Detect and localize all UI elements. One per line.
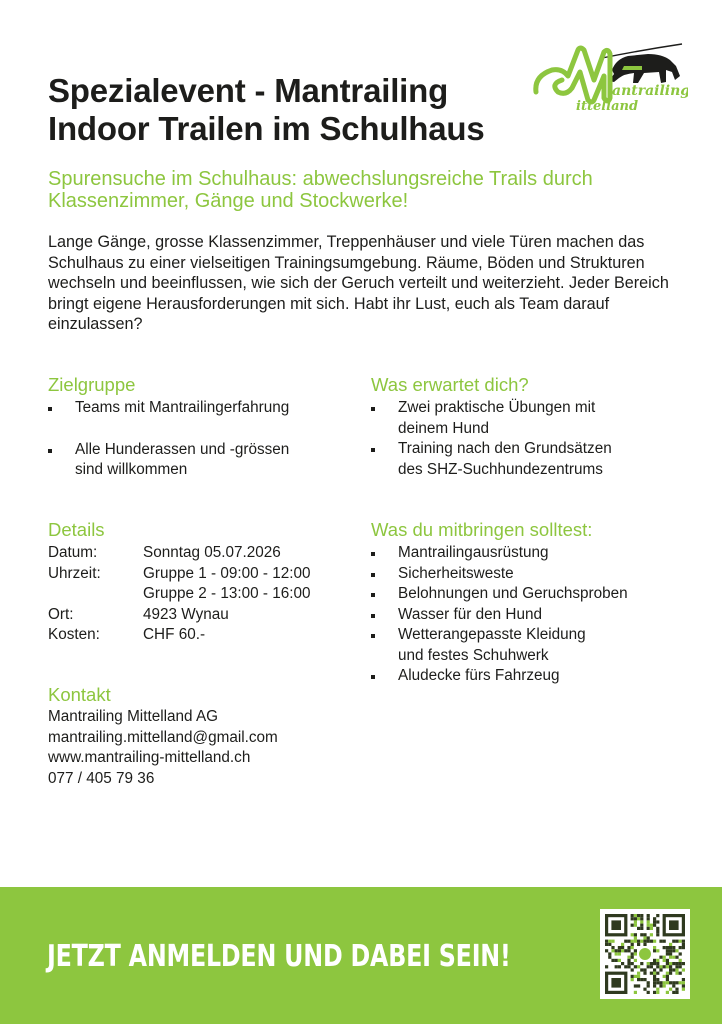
subtitle bbox=[48, 168, 678, 212]
details-row-kosten: Kosten: CHF 60.- bbox=[48, 626, 206, 643]
cta-banner bbox=[0, 887, 722, 1024]
section-heading-erwartet: Was erwartet dich? bbox=[371, 374, 529, 395]
list-item: Belohnungen und Geruchsproben bbox=[371, 584, 681, 605]
section-heading-kontakt: Kontakt bbox=[48, 684, 111, 705]
logo-word-top: antrailing bbox=[612, 83, 688, 99]
title-line-2: Indoor Trailen im Schulhaus bbox=[48, 110, 485, 147]
qr-code-icon[interactable] bbox=[600, 909, 690, 999]
list-item: Aludecke fürs Fahrzeug bbox=[371, 666, 681, 687]
contact-phone[interactable]: 077 / 405 79 36 bbox=[48, 769, 155, 787]
details-row-ort: Ort: 4923 Wynau bbox=[48, 605, 229, 623]
list-item: Wetterangepasste Kleidung und festes Schuhwerk bbox=[371, 625, 681, 666]
section-heading-details: Details bbox=[48, 519, 105, 540]
list-item: Zwei praktische Übungen mit deinem Hund bbox=[371, 398, 681, 439]
mitbringen-list bbox=[371, 543, 681, 687]
contact-block bbox=[48, 707, 278, 789]
logo-word-bottom: ittelland bbox=[576, 99, 639, 114]
dog-tracking-icon bbox=[609, 54, 680, 83]
subtitle-line-2: Klassenzimmer, Gänge und Stockwerke! bbox=[48, 190, 409, 212]
list-item: Sicherheitsweste bbox=[371, 564, 681, 585]
intro-paragraph: Lange Gänge, grosse Klassenzimmer, Treppenhäuser und viele Türen machen das Schulhaus zu einer vielseitigen Trainingsumgebung. Räume, Böden und Strukturen wechseln und beeinflussen, wie sich der Geruch verteilt und weiterzieht. Jeder Bereich bringt eigene Herausforderungen mit sich. Habt ihr Lust, euch als Team darauf einzulassen? bbox=[48, 233, 669, 333]
details-table bbox=[48, 543, 311, 646]
details-row-uhrzeit: Uhrzeit: Gruppe 1 - 09:00 - 12:00 Gruppe 2 - 13:00 - 16:00 bbox=[48, 564, 311, 602]
cta-text: JETZT ANMELDEN UND DABEI SEIN! bbox=[47, 939, 511, 974]
erwartet-list bbox=[371, 398, 681, 480]
contact-website-link[interactable]: www.mantrailing-mittelland.ch bbox=[48, 749, 251, 766]
list-item: Alle Hunderassen und -grössen sind willkommen bbox=[48, 440, 348, 481]
section-heading-zielgruppe: Zielgruppe bbox=[48, 374, 136, 395]
list-item: Mantrailingausrüstung bbox=[371, 543, 681, 564]
section-heading-mitbringen: Was du mitbringen solltest: bbox=[371, 519, 593, 540]
contact-company: Mantrailing Mittelland AG bbox=[48, 708, 219, 725]
subtitle-line-1: Spurensuche im Schulhaus: abwechslungsreiche Trails durch bbox=[48, 168, 593, 190]
list-item: Training nach den Grundsätzen des SHZ-Suchhundezentrums bbox=[371, 439, 681, 480]
page-title bbox=[48, 72, 485, 148]
list-item: Teams mit Mantrailingerfahrung bbox=[48, 398, 348, 419]
details-row-datum: Datum: Sonntag 05.07.2026 bbox=[48, 544, 281, 561]
contact-email-link[interactable]: mantrailing.mittelland@gmail.com bbox=[48, 728, 278, 746]
title-line-1: Spezialevent - Mantrailing bbox=[48, 72, 449, 109]
zielgruppe-list bbox=[48, 398, 348, 481]
brand-logo bbox=[532, 40, 688, 114]
list-item: Wasser für den Hund bbox=[371, 605, 681, 626]
